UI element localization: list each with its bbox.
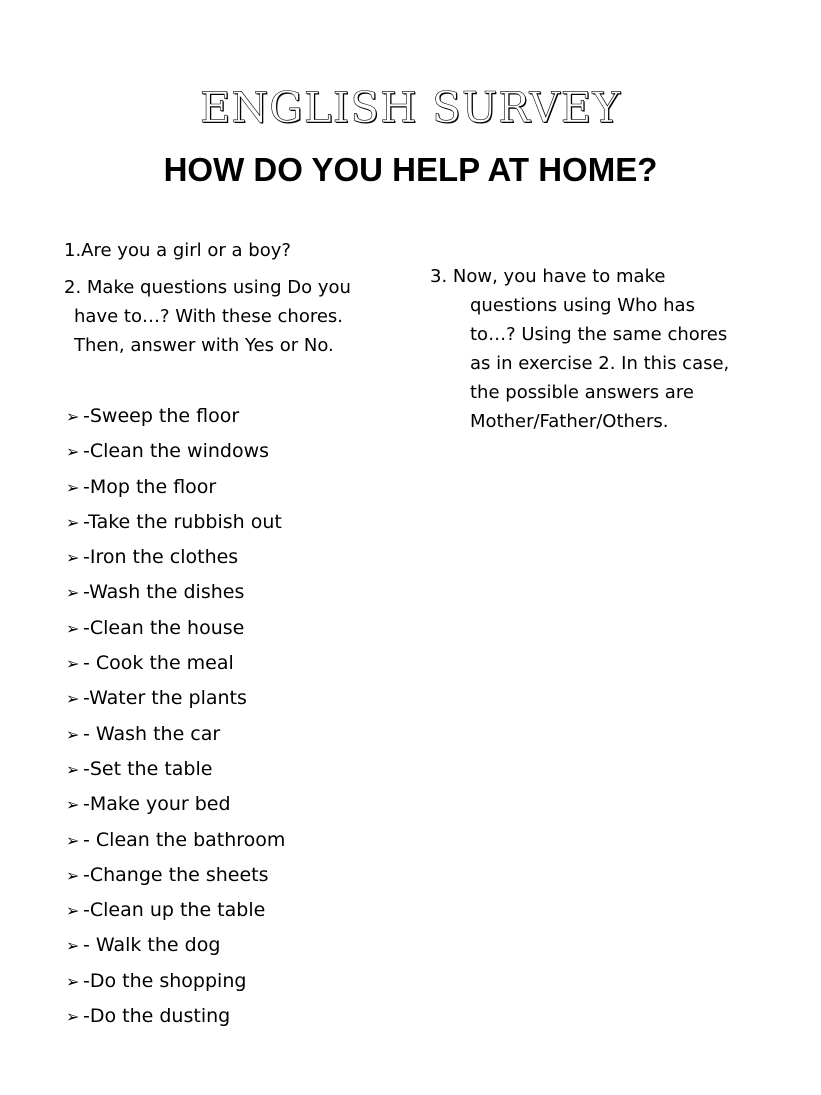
chore-label: -Make your bed — [83, 793, 231, 816]
chore-label: - Cook the meal — [83, 652, 234, 675]
chore-label: -Sweep the floor — [83, 405, 240, 427]
question-3-line: Mother/Father/Others. — [470, 411, 669, 432]
chore-label: -Change the sheets — [83, 863, 269, 886]
chore-label: -Clean the house — [83, 616, 245, 639]
chores-list — [66, 400, 285, 1035]
chore-label: -Do the dusting — [83, 1005, 231, 1028]
chore-label: -Set the table — [83, 757, 213, 780]
chore-label: -Mop the floor — [83, 475, 217, 498]
chore-item — [66, 541, 285, 576]
chore-label: -Clean the windows — [83, 440, 270, 463]
chore-label: -Iron the clothes — [83, 546, 239, 569]
arrow-bullet-icon: ➢ — [66, 618, 80, 638]
chore-item — [66, 965, 285, 1000]
chore-item — [66, 647, 285, 682]
arrow-bullet-icon: ➢ — [66, 759, 80, 779]
arrow-bullet-icon: ➢ — [66, 548, 80, 568]
arrow-bullet-icon: ➢ — [66, 936, 80, 956]
question-3-line: 3. Now, you have to make — [430, 266, 666, 287]
arrow-bullet-icon: ➢ — [66, 689, 80, 709]
chore-item — [66, 471, 285, 506]
chore-item — [66, 753, 285, 788]
chore-label: -Clean up the table — [83, 899, 266, 922]
question-3-line: to…? Using the same chores — [470, 324, 728, 345]
chore-item — [66, 576, 285, 611]
question-3 — [430, 262, 760, 436]
chore-item — [66, 824, 285, 859]
arrow-bullet-icon: ➢ — [66, 583, 80, 603]
arrow-bullet-icon: ➢ — [66, 795, 80, 815]
arrow-bullet-icon: ➢ — [66, 1007, 80, 1027]
question-2-line: have to…? With these chores. — [74, 306, 344, 327]
chore-item — [66, 718, 285, 753]
chore-item — [66, 506, 285, 541]
question-2-line: 2. Make questions using Do you — [64, 277, 351, 298]
chore-item — [66, 612, 285, 647]
chore-item — [66, 859, 285, 894]
arrow-bullet-icon: ➢ — [66, 971, 80, 991]
chore-item — [66, 1000, 285, 1035]
arrow-bullet-icon: ➢ — [66, 477, 80, 497]
question-1: 1.Are you a girl or a boy? — [64, 240, 291, 261]
question-3-line: the possible answers are — [470, 382, 694, 403]
survey-subtitle: HOW DO YOU HELP AT HOME? — [163, 151, 658, 188]
arrow-bullet-icon: ➢ — [66, 407, 80, 426]
chore-label: -Wash the dishes — [83, 581, 245, 604]
chore-label: -Water the plants — [83, 687, 247, 710]
arrow-bullet-icon: ➢ — [66, 830, 80, 850]
question-2 — [64, 273, 394, 360]
chore-item — [66, 400, 285, 435]
question-3-line: as in exercise 2. In this case, — [470, 353, 730, 374]
arrow-bullet-icon: ➢ — [66, 654, 80, 674]
arrow-bullet-icon: ➢ — [66, 865, 80, 885]
chore-item — [66, 894, 285, 929]
chore-label: - Wash the car — [83, 722, 221, 745]
chore-item — [66, 435, 285, 470]
chore-item — [66, 682, 285, 717]
chore-item — [66, 788, 285, 823]
chore-label: -Take the rubbish out — [83, 510, 282, 533]
survey-title: ENGLISH SURVEY — [199, 83, 622, 132]
chore-label: - Walk the dog — [83, 934, 221, 957]
arrow-bullet-icon: ➢ — [66, 724, 80, 744]
question-2-line: Then, answer with Yes or No. — [74, 335, 334, 356]
question-3-line: questions using Who has — [470, 295, 695, 316]
chore-item — [66, 929, 285, 964]
arrow-bullet-icon: ➢ — [66, 512, 80, 532]
chore-label: -Do the shopping — [83, 969, 247, 992]
arrow-bullet-icon: ➢ — [66, 442, 80, 462]
chore-label: - Clean the bathroom — [83, 828, 286, 851]
arrow-bullet-icon: ➢ — [66, 901, 80, 921]
